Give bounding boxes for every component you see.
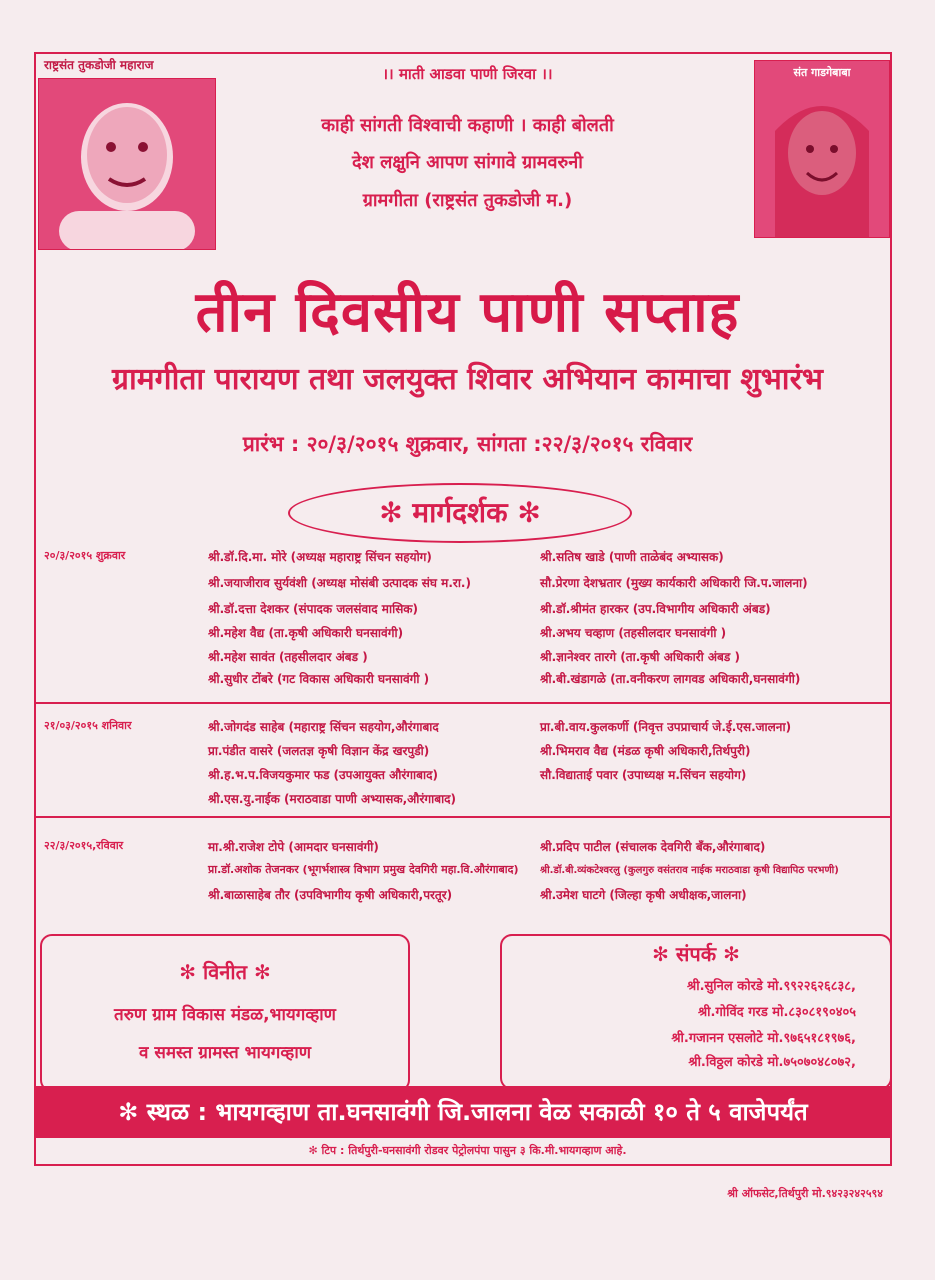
contact-person: श्री.विठ्ठल कोरडे मो.७५०७०४८०७२, xyxy=(688,1055,856,1070)
contact-heading: ✻ संपर्क ✻ xyxy=(652,942,740,966)
motto: ।। माती आडवा पाणी जिरवा ।। xyxy=(382,65,553,83)
venue-banner: ✻ स्थळ : भायगव्हाण ता.घनसावंगी जि.जालना वेळ सकाळी १० ते ५ वाजेपर्यंत xyxy=(34,1086,892,1138)
guide-entry: प्रा.पंडीत वासरे (जलतज्ञ कृषी विज्ञान केंद्र खरपुडी) xyxy=(208,744,430,758)
guide-entry: श्री.एस.यु.नाईक (मराठवाडा पाणी अभ्यासक,औरंगाबाद) xyxy=(208,792,457,806)
guide-entry: प्रा.बी.वाय.कुलकर्णी (निवृत्त उपप्राचार्य जे.ई.एस.जालना) xyxy=(540,720,792,734)
section-divider xyxy=(34,702,892,704)
guide-entry: सौ.विद्याताई पवार (उपाध्यक्ष म.सिंचन सहयोग) xyxy=(540,768,747,782)
guide-entry: श्री.डॉ.दत्ता देशकर (संपादक जलसंवाद मासिक) xyxy=(208,602,419,616)
guide-entry: श्री.ह.भ.प.विजयकुमार फड (उपआयुक्त औरंगाबाद) xyxy=(208,768,438,782)
guide-entry: श्री.बी.खंडागळे (ता.वनीकरण लागवड अधिकारी,घनसावंगी) xyxy=(540,672,801,686)
vinit-line-1: तरुण ग्राम विकास मंडळ,भायगव्हाण xyxy=(114,1005,336,1025)
contact-box xyxy=(500,934,892,1090)
vinit-heading: ✻ विनीत ✻ xyxy=(179,960,271,984)
left-portrait-caption: राष्ट्रसंत तुकडोजी महाराज xyxy=(44,58,154,72)
vinit-line-2: व समस्त ग्रामस्त भायगव्हाण xyxy=(138,1043,312,1063)
verse-line-1: काही सांगती विश्वाची कहाणी । काही बोलती xyxy=(321,115,614,136)
contact-person: श्री.गजानन एसलोटे मो.९७६५१८१९७६, xyxy=(671,1031,856,1046)
vinit-box xyxy=(40,934,410,1092)
guide-entry: श्री.सुधीर टोंबरे (गट विकास अधिकारी घनसावंगी ) xyxy=(208,672,430,686)
contact-person: श्री.गोविंद गरड मो.८३०८१९०४०५ xyxy=(697,1005,856,1020)
guide-entry: प्रा.डॉ.अशोक तेजनकर (भूगर्भशास्त्र विभाग प्रमुख देवगिरी महा.वि.औरंगाबाद) xyxy=(208,863,519,876)
guide-entry: श्री.अभय चव्हाण (तहसीलदार घनसावंगी ) xyxy=(540,626,727,640)
guide-entry: श्री.डॉ.दि.मा. मोरे (अध्यक्ष महाराष्ट्र सिंचन सहयोग) xyxy=(208,550,432,564)
verse-line-3: ग्रामगीता (राष्ट्रसंत तुकडोजी म.) xyxy=(362,190,573,211)
printer-credit: श्री ऑफसेट,तिर्थपुरी मो.९४२३२४२५९४ xyxy=(727,1187,883,1200)
guide-entry: श्री.डॉ.श्रीमंत हारकर (उप.विभागीय अधिकारी अंबड) xyxy=(540,602,771,616)
guides-heading: ✻ मार्गदर्शक ✻ xyxy=(288,483,632,543)
event-title: तीन दिवसीय पाणी सप्ताह xyxy=(195,280,740,345)
event-subtitle: ग्रामगीता पारायण तथा जलयुक्त शिवार अभियान कामाचा शुभारंभ xyxy=(112,362,823,397)
guide-entry: श्री.बाळासाहेब तौर (उपविभागीय कृषी अधिकारी,परतूर) xyxy=(208,888,453,902)
section-divider xyxy=(34,816,892,818)
contact-person: श्री.सुनिल कोरडे मो.९९२२६२६८३८, xyxy=(687,979,856,994)
day-2-label: २१/०३/२०१५ शनिवार xyxy=(44,719,132,732)
guide-entry: श्री.जोगदंड साहेब (महाराष्ट्र सिंचन सहयोग,औरंगाबाद xyxy=(208,720,439,734)
verse-line-2: देश लक्षुनि आपण सांगावे ग्रामवरुनी xyxy=(352,152,583,173)
guide-entry: सौ.प्रेरणा देशभ्रतार (मुख्य कार्यकारी अधिकारी जि.प.जालना) xyxy=(540,576,808,590)
day-3-label: २२/३/२०१५,रविवार xyxy=(44,839,124,852)
guide-entry: श्री.जयाजीराव सुर्यवंशी (अध्यक्ष मोसंबी उत्पादक संघ म.रा.) xyxy=(208,576,471,590)
right-portrait-caption: संत गाडगेबाबा xyxy=(793,66,851,79)
guide-entry: श्री.ज्ञानेश्वर तारगे (ता.कृषी अधिकारी अंबड ) xyxy=(540,650,740,664)
guide-entry: मा.श्री.राजेश टोपे (आमदार घनसावंगी) xyxy=(208,840,379,854)
guide-entry: श्री.भिमराव वैद्य (मंडळ कृषी अधिकारी,तिर्थपुरी) xyxy=(540,744,751,758)
directions-tip: ✻ टिप : तिर्थपुरी-घनसावंगी रोडवर पेट्रोलपंपा पासुन ३ कि.मी.भायगव्हाण आहे. xyxy=(308,1144,627,1157)
guide-entry: श्री.डॉ.बी.व्यंकटेश्वरलु (कुलगुरु वसंतराव नाईक मराठवाडा कृषी विद्यापिठ परभणी) xyxy=(540,865,839,876)
guide-entry: श्री.महेश वैद्य (ता.कृषी अधिकारी घनसावंगी) xyxy=(208,626,404,640)
guide-entry: श्री.उमेश घाटगे (जिल्हा कृषी अधीक्षक,जालना) xyxy=(540,888,747,902)
guide-entry: श्री.महेश सावंत (तहसीलदार अंबड ) xyxy=(208,650,368,664)
event-dates: प्रारंभ : २०/३/२०१५ शुक्रवार, सांगता :२२/३/२०१५ रविवार xyxy=(242,432,693,456)
day-1-label: २०/३/२०१५ शुक्रवार xyxy=(44,549,126,562)
guide-entry: श्री.सतिष खाडे (पाणी ताळेबंद अभ्यासक) xyxy=(540,550,724,564)
guide-entry: श्री.प्रदिप पाटील (संचालक देवगिरी बँक,औरंगाबाद) xyxy=(540,840,766,854)
